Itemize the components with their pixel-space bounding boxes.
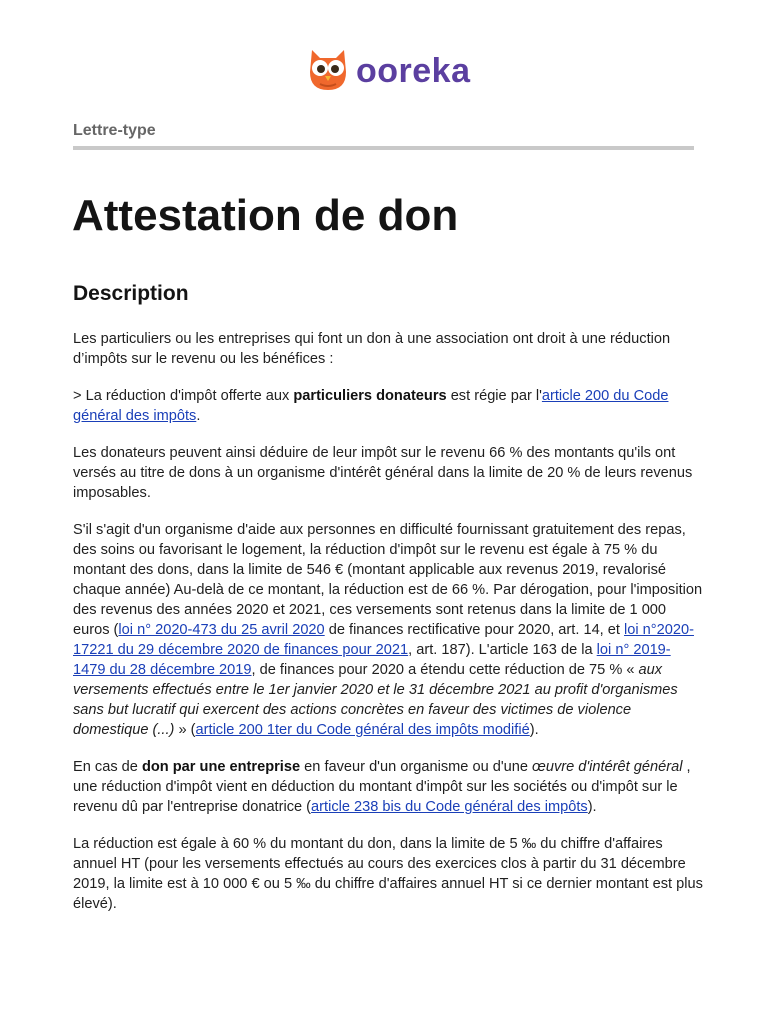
text-segment: » ( [174,722,196,738]
text-segment: en faveur d'un organisme ou d'une [300,759,533,775]
text-segment: ). [587,799,597,815]
logo-wordmark: ooreka [356,52,471,90]
text-segment: , une réduction d'impôt vient en déduction du montant d'impôt sur les sociétés ou d'impôt sur le revenu dû par l'entreprise donatrice ( [73,759,691,815]
ooreka-logo[interactable] [306,48,471,94]
link-article-200[interactable]: article 200 du Code général des impôts [73,388,669,424]
text-segment: . [196,408,201,424]
text-segment: , art. 187). L'article 163 de la [408,642,597,658]
document-body [73,329,703,931]
bold-text: particuliers donateurs [293,388,447,404]
bold-text: don par une entreprise [141,759,301,775]
paragraph-entreprise [73,757,703,817]
header-divider [73,146,694,150]
document-category: Lettre-type [73,122,156,139]
italic-text: œuvre d'intérêt général [532,759,683,775]
text-segment: , de finances pour 2020 a étendu cette réduction de 75 % « [251,662,639,678]
paragraph-organisme-aide [73,520,703,740]
text-segment: ). [529,722,539,738]
text-segment: est régie par l' [446,388,542,404]
link-article-238-bis[interactable]: article 238 bis du Code général des impôts [311,799,588,815]
text-segment: En cas de [73,759,142,775]
link-loi-2020-17221[interactable]: loi n°2020-17221 du 29 décembre 2020 de finances pour 2021 [73,622,694,658]
section-heading: Description [73,282,189,305]
italic-quote: aux versements effectués entre le 1er janvier 2020 et le 31 décembre 2021 au profit d'organismes sans but lucratif qui exercent des actions concrètes en faveur des victimes de violence domestique (...) [73,662,678,738]
link-loi-2020-473[interactable]: loi n° 2020-473 du 25 avril 2020 [118,622,325,638]
link-loi-2019-1479[interactable]: loi n° 2019-1479 du 28 décembre 2019 [73,642,671,678]
text-segment: S'il s'agit d'un organisme d'aide aux personnes en difficulté fournissant gratuitement des repas, des soins ou favorisant le logement, la réduction d'impôt sur le revenu est égale à 75 % du montant des dons, dans la limite de 546 € (montant applicable aux revenus 2019, revalorisé chaque année) Au-delà de ce montant, la réduction est de 66 %. Par dérogation, pour l'imposition des revenus des années 2020 et 2021, ces versements sont retenus dans la limite de 1 000 euros ( [73,522,703,638]
text-segment: de finances rectificative pour 2020, art. 14, et [324,622,625,638]
link-article-200-1ter[interactable]: article 200 1ter du Code général des impôts modifié [195,722,530,738]
text-segment: > La réduction d'impôt offerte aux [73,388,294,404]
paragraph-particuliers [73,386,703,426]
paragraph-intro: Les particuliers ou les entreprises qui font un don à une association ont droit à une réduction d’impôts sur le revenu ou les bénéfices : [73,331,671,367]
owl-icon [306,46,350,97]
paragraph-donateurs: Les donateurs peuvent ainsi déduire de leur impôt sur le revenu 66 % des montants qu'ils ont versés au titre de dons à un organisme d'intérêt général dans la limite de 20 % de leurs revenus imposables. [73,445,693,501]
paragraph-reduction-60: La réduction est égale à 60 % du montant du don, dans la limite de 5 ‰ du chiffre d'affaires annuel HT (pour les versements effectués au cours des exercices clos à partir du 31 décembre 2019, la limite est à 10 000 € ou 5 ‰ du chiffre d'affaires annuel HT si ce dernier montant est plus élevé). [73,836,703,912]
page-title: Attestation de don [72,191,459,240]
